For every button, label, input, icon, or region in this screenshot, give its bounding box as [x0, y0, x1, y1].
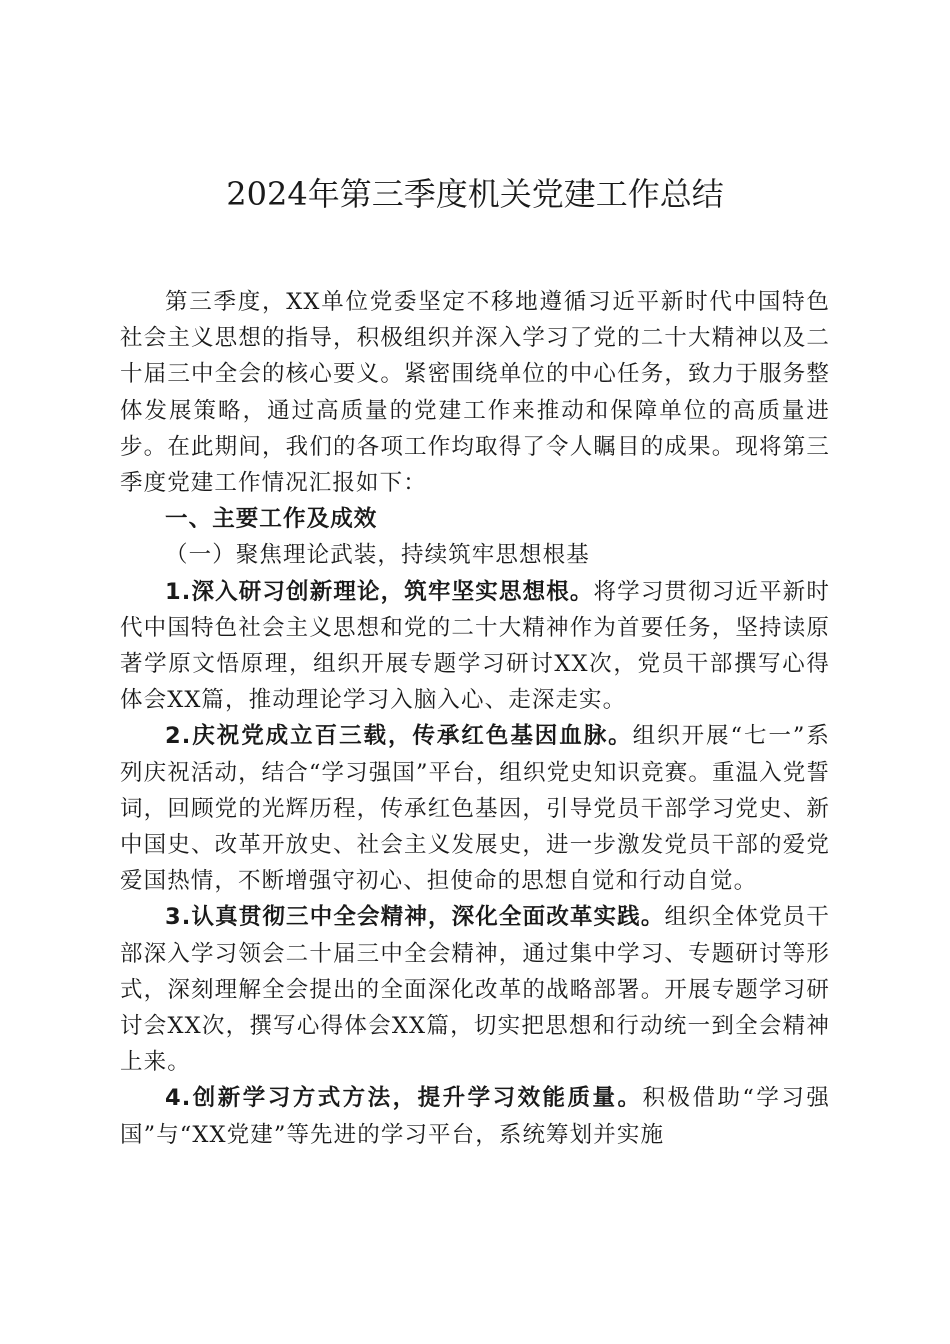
document-body	[120, 284, 830, 1153]
item-lead: 3.认真贯彻三中全会精神，深化全面改革实践。	[165, 904, 665, 931]
item-lead: 4.创新学习方式方法，提升学习效能质量。	[165, 1085, 643, 1112]
item-text: 组织全体党员干部深入学习领会二十届三中全会精神，通过集中学习、专题研讨等形式，深刻理解全会提出的全面深化改革的战略部署。开展专题学习研讨会XX次，撰写心得体会XX篇，切实把思想和行动统一到全会精神上来。	[120, 904, 831, 1076]
section-heading: 一、主要工作及成效	[165, 506, 378, 533]
item-text: 将学习贯彻习近平新时代中国特色社会主义思想和党的二十大精神作为首要任务，坚持读原著学原文悟原理，组织开展专题学习研讨XX次，党员干部撰写心得体会XX篇，推动理论学习入脑入心、走深走实。	[120, 578, 830, 714]
item-text: 积极借助“学习强国”与“XX党建”等先进的学习平台，系统筹划并实施	[120, 1085, 830, 1148]
item-lead: 2.庆祝党成立百三载，传承红色基因血脉。	[165, 723, 633, 750]
document-title: 2024年第三季度机关党建工作总结	[226, 175, 724, 213]
item-paragraph	[120, 1080, 830, 1152]
item-paragraph	[120, 718, 830, 899]
item-text: 组织开展“七一”系列庆祝活动，结合“学习强国”平台，组织党史知识竞赛。重温入党誓词，回顾党的光辉历程，传承红色基因，引导党员干部学习党史、新中国史、改革开放史、社会主义发展史，进一步激发党员干部的爱党爱国热情，不断增强守初心、担使命的思想自觉和行动自觉。	[120, 723, 830, 895]
intro-paragraph: 第三季度，XX单位党委坚定不移地遵循习近平新时代中国特色社会主义思想的指导，积极组织并深入学习了党的二十大精神以及二十届三中全会的核心要义。紧密围绕单位的中心任务，致力于服务整体发展策略，通过高质量的党建工作来推动和保障单位的高质量进步。在此期间，我们的各项工作均取得了令人瞩目的成果。现将第三季度党建工作情况汇报如下：	[120, 289, 830, 497]
item-paragraph	[120, 574, 830, 719]
subsection-heading: （一）聚焦理论武装，持续筑牢思想根基	[165, 542, 590, 569]
item-paragraph	[120, 899, 830, 1080]
item-lead: 1.深入研习创新理论，筑牢坚实思想根。	[165, 578, 594, 605]
